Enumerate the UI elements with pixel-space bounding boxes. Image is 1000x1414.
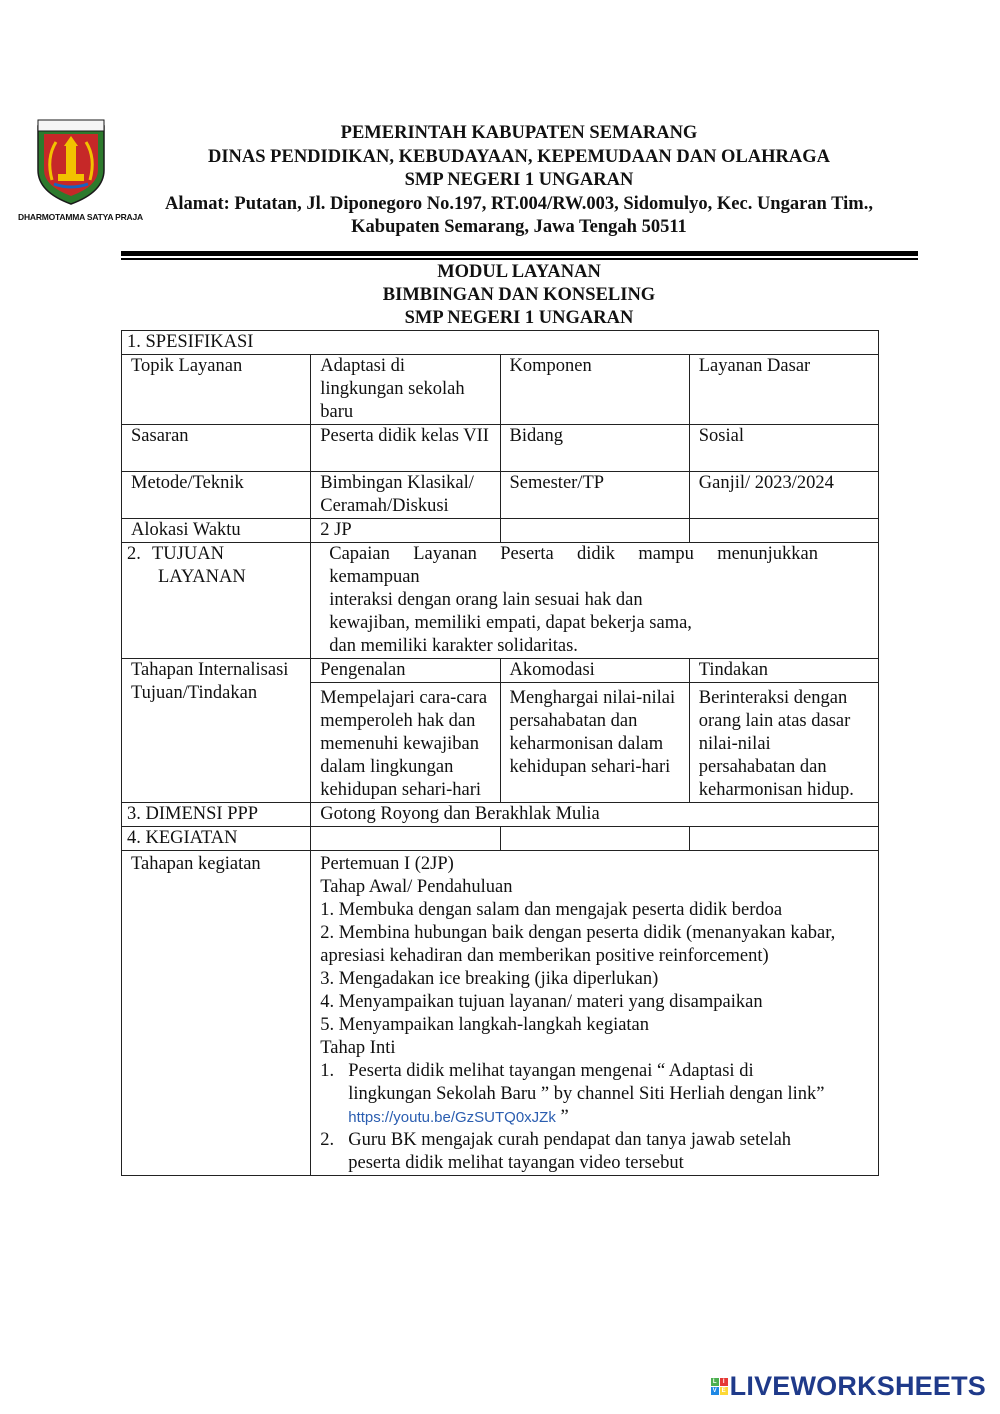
table-row xyxy=(122,355,879,425)
field-label: Metode/Teknik xyxy=(122,472,311,519)
tahapan-header-tindakan: Tindakan xyxy=(689,659,878,683)
field-value: Sosial xyxy=(689,425,878,472)
list-item-text: Peserta didik melihat tayangan mengenai “ Adaptasi di lingkungan Sekolah Baru ” by channel Siti Herliah dengan link” xyxy=(348,1061,825,1104)
letterhead-address: Alamat: Putatan, Jl. Diponegoro No.197, RT.004/RW.003, Sidomulyo, Kec. Ungaran Tim., xyxy=(165,193,873,214)
tujuan-word: Capaian xyxy=(329,544,390,564)
tujuan-heading-line-1: TUJUAN xyxy=(152,544,224,564)
field-label xyxy=(500,519,689,543)
field-label: Komponen xyxy=(500,355,689,425)
tahap-awal-title: Tahap Awal/ Pendahuluan xyxy=(320,877,513,897)
letterhead-line-3: SMP NEGERI 1 UNGARAN xyxy=(404,170,634,190)
list-item xyxy=(320,1060,838,1129)
list-item: 2. Membina hubungan baik dengan peserta didik (menanyakan kabar, apresiasi kehadiran dan memberikan positive reinforcement) xyxy=(320,923,836,966)
field-label: Topik Layanan xyxy=(122,355,311,425)
list-item-text-end: ” xyxy=(555,1107,569,1127)
field-label: Bidang xyxy=(500,425,689,472)
title-line-3: SMP NEGERI 1 UNGARAN xyxy=(404,308,634,328)
tujuan-heading xyxy=(122,543,311,659)
tujuan-text xyxy=(311,543,879,659)
field-label: Semester/TP xyxy=(500,472,689,519)
dimensi-row xyxy=(122,803,879,827)
tahapan-pengenalan-text: Mempelajari cara-cara memperoleh hak dan memenuhi kewajiban dalam lingkungan kehidupan sehari-hari xyxy=(311,683,500,803)
list-item: 5. Menyampaikan langkah-langkah kegiatan xyxy=(320,1015,650,1035)
table-row xyxy=(122,425,879,472)
letterhead xyxy=(120,122,918,240)
section-heading-row xyxy=(122,331,879,355)
kegiatan-row xyxy=(122,851,879,1176)
empty-cell xyxy=(311,827,500,851)
tahapan-tindakan-text: Berinteraksi dengan orang lain atas dasar nilai-nilai persahabatan dan keharmonisan hidup. xyxy=(689,683,878,803)
field-label: Sasaran xyxy=(122,425,311,472)
tujuan-line-5: dan memiliki karakter solidaritas. xyxy=(329,636,578,656)
tahapan-label: Tahapan Internalisasi Tujuan/Tindakan xyxy=(122,659,311,803)
field-value: 2 JP xyxy=(311,519,500,543)
table-row xyxy=(122,472,879,519)
pertemuan-title: Pertemuan I (2JP) xyxy=(320,854,454,874)
tujuan-word: mampu xyxy=(638,544,694,564)
list-item-number: 2. xyxy=(320,1130,335,1150)
letterhead-line-2: DINAS PENDIDIKAN, KEBUDAYAAN, KEPEMUDAAN DAN OLAHRAGA xyxy=(207,146,831,167)
tahapan-header-akomodasi: Akomodasi xyxy=(500,659,689,683)
list-item-number: 1. xyxy=(320,1061,335,1081)
regency-logo xyxy=(18,118,143,222)
list-item: 4. Menyampaikan tujuan layanan/ materi yang disampaikan xyxy=(320,992,763,1012)
letterhead-divider-thin xyxy=(121,258,918,260)
list-item-text: Guru BK mengajak curah pendapat dan tanya jawab setelah peserta didik melihat tayangan video tersebut xyxy=(348,1130,792,1173)
dimensi-heading: 3. DIMENSI PPP xyxy=(122,803,311,827)
tujuan-heading-number: 2. xyxy=(127,544,141,564)
tujuan-line-1 xyxy=(329,543,870,566)
empty-cell xyxy=(500,827,689,851)
tujuan-row xyxy=(122,543,879,659)
field-value: Layanan Dasar xyxy=(689,355,878,425)
tujuan-word: Layanan xyxy=(413,544,477,564)
tujuan-word: menunjukkan xyxy=(717,544,818,564)
logo-motto: DHARMOTAMMA SATYA PRAJA xyxy=(18,212,143,222)
tahapan-header-pengenalan: Pengenalan xyxy=(311,659,500,683)
video-link[interactable]: https://youtu.be/GzSUTQ0xJZk xyxy=(348,1109,556,1126)
tahapan-akomodasi-text: Menghargai nilai-nilai persahabatan dan keharmonisan dalam kehidupan sehari-hari xyxy=(500,683,689,803)
tahap-inti-title: Tahap Inti xyxy=(320,1038,396,1058)
field-value: Adaptasi di lingkungan sekolah baru xyxy=(311,355,500,425)
liveworksheets-wordmark: LIVEWORKSHEETS xyxy=(729,1371,986,1401)
liveworksheets-logo-icon: L I V E xyxy=(712,1379,726,1394)
field-value: Ganjil/ 2023/2024 xyxy=(689,472,878,519)
tujuan-line-3: interaksi dengan orang lain sesuai hak dan xyxy=(329,590,643,610)
regency-coat-of-arms-icon xyxy=(34,118,108,206)
field-value: Bimbingan Klasikal/ Ceramah/Diskusi xyxy=(311,472,500,519)
document-title xyxy=(120,261,918,330)
kegiatan-content xyxy=(311,851,879,1176)
tujuan-heading-line-2: LAYANAN xyxy=(158,567,246,587)
dimensi-value: Gotong Royong dan Berakhlak Mulia xyxy=(311,803,879,827)
kegiatan-heading: 4. KEGIATAN xyxy=(122,827,311,851)
field-value: Peserta didik kelas VII xyxy=(311,425,500,472)
tujuan-word: Peserta xyxy=(500,544,554,564)
title-line-1: MODUL LAYANAN xyxy=(437,262,601,282)
title-line-2: BIMBINGAN DAN KONSELING xyxy=(382,285,656,305)
liveworksheets-brand[interactable] xyxy=(711,1371,986,1402)
letterhead-address-2: Kabupaten Semarang, Jawa Tengah 50511 xyxy=(351,217,687,237)
empty-cell xyxy=(689,827,878,851)
letterhead-divider-thick xyxy=(121,251,918,256)
table-row xyxy=(122,519,879,543)
spesifikasi-heading: 1. SPESIFIKASI xyxy=(122,331,879,355)
tujuan-line-4: kewajiban, memiliki empati, dapat bekerja sama, xyxy=(329,613,692,633)
tujuan-word: didik xyxy=(577,544,616,564)
list-item: 3. Mengadakan ice breaking (jika diperlukan) xyxy=(320,969,659,989)
list-item: 1. Membuka dengan salam dan mengajak peserta didik berdoa xyxy=(320,900,783,920)
list-item xyxy=(320,1129,838,1175)
tujuan-line-2: kemampuan xyxy=(329,567,420,587)
field-label: Alokasi Waktu xyxy=(122,519,311,543)
kegiatan-label: Tahapan kegiatan xyxy=(122,851,311,1176)
kegiatan-heading-row xyxy=(122,827,879,851)
tahapan-header-row xyxy=(122,659,879,683)
letterhead-line-1: PEMERINTAH KABUPATEN SEMARANG xyxy=(340,123,698,143)
field-value xyxy=(689,519,878,543)
module-table xyxy=(121,330,879,1176)
